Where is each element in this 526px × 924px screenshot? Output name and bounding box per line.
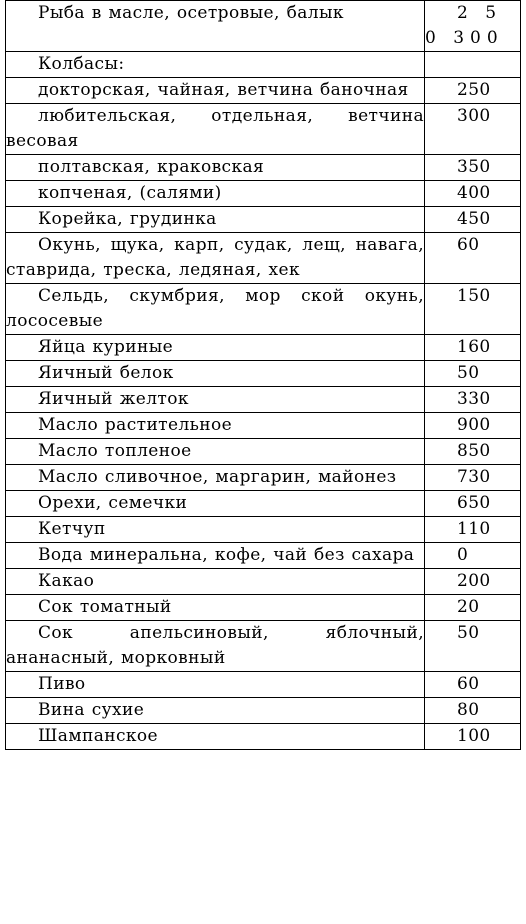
food-name-cell: копченая, (салями) — [6, 181, 425, 207]
food-name-cell: полтавская, краковская — [6, 155, 425, 181]
calorie-value-cell: 20 — [425, 595, 521, 621]
table-row — [6, 387, 521, 413]
calorie-value-cell: 60 — [425, 233, 521, 284]
food-name-cell: докторская, чайная, ветчина баночная — [6, 78, 425, 104]
food-name-cell: Масло топленое — [6, 439, 425, 465]
food-name-cell: Масло растительное — [6, 413, 425, 439]
table-row — [6, 52, 521, 78]
calorie-value-cell: 850 — [425, 439, 521, 465]
table-row — [6, 621, 521, 672]
calorie-value-cell: 160 — [425, 335, 521, 361]
food-name-cell: Корейка, грудинка — [6, 207, 425, 233]
calorie-value-cell: 100 — [425, 724, 521, 750]
food-name-cell: Колбасы: — [6, 52, 425, 78]
table-row — [6, 284, 521, 335]
table-row — [6, 413, 521, 439]
food-name-cell: Вода минеральна, кофе, чай без сахара — [6, 543, 425, 569]
food-name-cell: любительская, отдельная, ветчина весовая — [6, 104, 425, 155]
calorie-value-cell: 400 — [425, 181, 521, 207]
calorie-table — [5, 0, 521, 750]
table-row — [6, 233, 521, 284]
calorie-value-cell: 50 — [425, 361, 521, 387]
calorie-value-cell: 350 — [425, 155, 521, 181]
calorie-value-cell: 900 — [425, 413, 521, 439]
calorie-value-cell: 2 5 0 300 — [425, 1, 521, 52]
food-name-cell: Пиво — [6, 672, 425, 698]
table-row — [6, 491, 521, 517]
calorie-value-cell: 250 — [425, 78, 521, 104]
table-row — [6, 207, 521, 233]
table-body — [6, 1, 521, 750]
table-row — [6, 104, 521, 155]
table-row — [6, 1, 521, 52]
food-name-cell: Сок томатный — [6, 595, 425, 621]
table-row — [6, 155, 521, 181]
food-name-cell: Какао — [6, 569, 425, 595]
food-name-cell: Сок апельсиновый, яблочный, ананасный, морковный — [6, 621, 425, 672]
calorie-value-cell: 450 — [425, 207, 521, 233]
food-name-cell: Окунь, щука, карп, судак, лещ, навага, ставрида, треска, ледяная, хек — [6, 233, 425, 284]
food-name-cell: Яичный желток — [6, 387, 425, 413]
table-row — [6, 724, 521, 750]
table-row — [6, 78, 521, 104]
calorie-value-cell: 110 — [425, 517, 521, 543]
food-name-cell: Яйца куриные — [6, 335, 425, 361]
calorie-value-cell: 80 — [425, 698, 521, 724]
table-row — [6, 361, 521, 387]
table-row — [6, 672, 521, 698]
table-row — [6, 517, 521, 543]
calorie-value-cell: 730 — [425, 465, 521, 491]
calorie-value-cell: 330 — [425, 387, 521, 413]
food-name-cell: Шампанское — [6, 724, 425, 750]
table-row — [6, 439, 521, 465]
calorie-value-cell: 650 — [425, 491, 521, 517]
food-name-cell: Рыба в масле, осетровые, балык — [6, 1, 425, 52]
calorie-value-cell: 300 — [425, 104, 521, 155]
food-name-cell: Масло сливочное, маргарин, майонез — [6, 465, 425, 491]
table-row — [6, 181, 521, 207]
calorie-value-cell — [425, 52, 521, 78]
calorie-value-cell: 150 — [425, 284, 521, 335]
food-name-cell: Вина сухие — [6, 698, 425, 724]
table-row — [6, 698, 521, 724]
calorie-value-cell: 60 — [425, 672, 521, 698]
food-name-cell: Кетчуп — [6, 517, 425, 543]
table-row — [6, 543, 521, 569]
table-row — [6, 595, 521, 621]
calorie-value-cell: 50 — [425, 621, 521, 672]
table-row — [6, 465, 521, 491]
table-row — [6, 569, 521, 595]
calorie-value-cell: 0 — [425, 543, 521, 569]
food-name-cell: Яичный белок — [6, 361, 425, 387]
calorie-value-cell: 200 — [425, 569, 521, 595]
food-name-cell: Орехи, семечки — [6, 491, 425, 517]
table-row — [6, 335, 521, 361]
food-name-cell: Сельдь, скумбрия, мор ской окунь, лососевые — [6, 284, 425, 335]
